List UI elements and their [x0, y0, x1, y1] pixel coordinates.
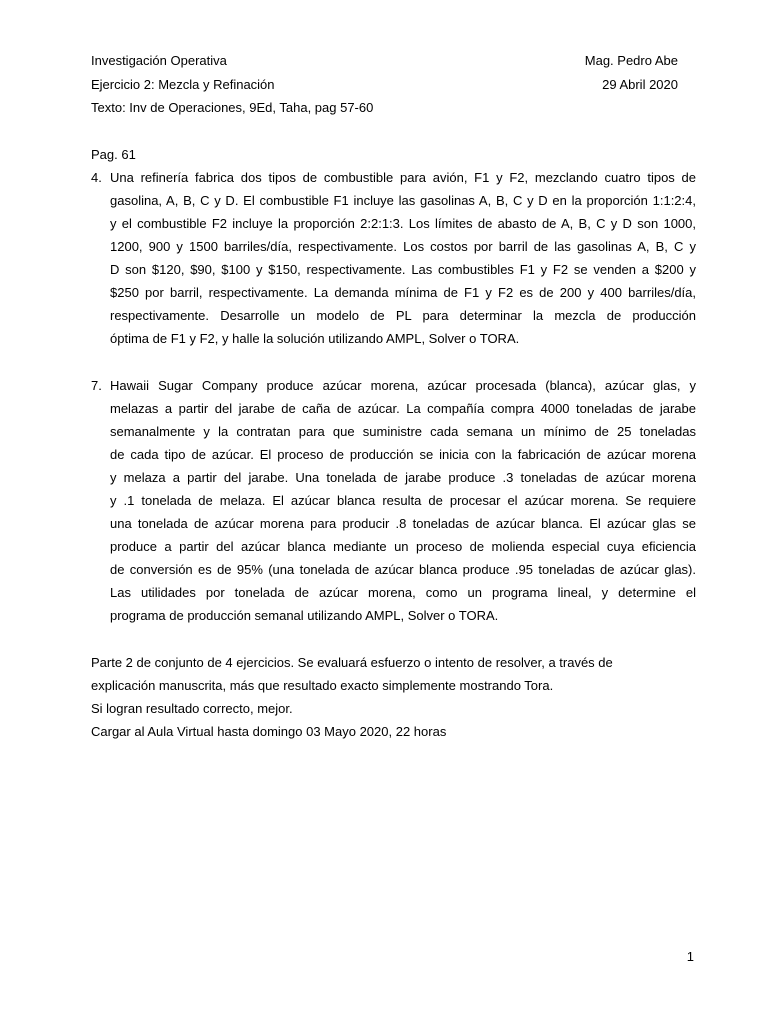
page-reference: Pag. 61 [91, 147, 136, 162]
note-line: Si logran resultado correcto, mejor. [91, 701, 293, 716]
course-title: Investigación Operativa [91, 53, 227, 68]
document-date: 29 Abril 2020 [602, 77, 678, 92]
problem-line: respectivamente. Desarrolle un modelo de PL para determinar la mezcla de producción [110, 308, 696, 323]
note-line: explicación manuscrita, más que resultado exacto simplemente mostrando Tora. [91, 678, 554, 693]
source-reference: Texto: Inv de Operaciones, 9Ed, Taha, pag 57-60 [91, 100, 374, 115]
page-number: 1 [686, 949, 694, 964]
problem-line: y .1 tonelada de melaza. El azúcar blanca resulta de procesar el azúcar morena. Se requiere [110, 493, 696, 508]
problem-number: 7. [91, 378, 102, 393]
problem-line: melazas a partir del jarabe de caña de azúcar. La compañía compra 4000 toneladas de jarabe [110, 401, 696, 416]
problem-line: y el combustible F2 incluye la proporción 2:2:1:3. Los límites de abasto de A, B, C y D son 1000, [110, 216, 696, 231]
problem-number: 4. [91, 170, 102, 185]
problem-line: semanalmente y la contratan para que suministre cada semana un mínimo de 25 toneladas [110, 424, 696, 439]
problem-line: $250 por barril, respectivamente. La demanda mínima de F1 y F2 es de 200 y 400 barriles/día, [110, 285, 696, 300]
problem-line: Una refinería fabrica dos tipos de combustible para avión, F1 y F2, mezclando cuatro tipos de [110, 170, 696, 185]
header-row-2 [91, 73, 678, 96]
problem-line: gasolina, A, B, C y D. El combustible F1 incluye las gasolinas A, B, C y D en la proporción 1:1:2:4, [110, 193, 696, 208]
author-name: Mag. Pedro Abe [584, 53, 678, 68]
note-line: Parte 2 de conjunto de 4 ejercicios. Se evaluará esfuerzo o intento de resolver, a través de [91, 655, 613, 670]
instructions-note [91, 651, 696, 743]
header-row-1 [91, 49, 678, 72]
header-row-3 [91, 96, 678, 119]
problem-line: Hawaii Sugar Company produce azúcar morena, azúcar procesada (blanca), azúcar glas, y [110, 378, 696, 393]
exercise-title: Ejercicio 2: Mezcla y Refinación [91, 77, 275, 92]
problem-line: de cada tipo de azúcar. El proceso de producción se inicia con la fabricación de azúcar morena [110, 447, 696, 462]
problem-line: óptima de F1 y F2, y halle la solución utilizando AMPL, Solver o TORA. [110, 331, 520, 346]
problem-line: produce a partir del azúcar blanca mediante un proceso de molienda especial cuya eficiencia [110, 539, 696, 554]
problem-line: Las utilidades por tonelada de azúcar morena, como un programa lineal, y determine el [110, 585, 696, 600]
problem-line: de conversión es de 95% (una tonelada de azúcar blanca produce .95 toneladas de azúcar glas). [110, 562, 696, 577]
problem-line: y melaza a partir del jarabe. Una tonelada de jarabe produce .3 toneladas de azúcar morena [110, 470, 696, 485]
problem-line: 1200, 900 y 1500 barriles/día, respectivamente. Los costos por barril de las gasolinas A, B, C y [110, 239, 696, 254]
problem-line: D son $120, $90, $100 y $150, respectivamente. Las combustibles F1 y F2 se venden a $200 y [110, 262, 696, 277]
problem-line: programa de producción semanal utilizando AMPL, Solver o TORA. [110, 608, 499, 623]
problem-4 [91, 166, 696, 350]
note-line: Cargar al Aula Virtual hasta domingo 03 Mayo 2020, 22 horas [91, 724, 447, 739]
problem-line: una tonelada de azúcar morena para producir .8 toneladas de azúcar blanca. El azúcar glas se [110, 516, 696, 531]
problem-7 [91, 374, 696, 627]
